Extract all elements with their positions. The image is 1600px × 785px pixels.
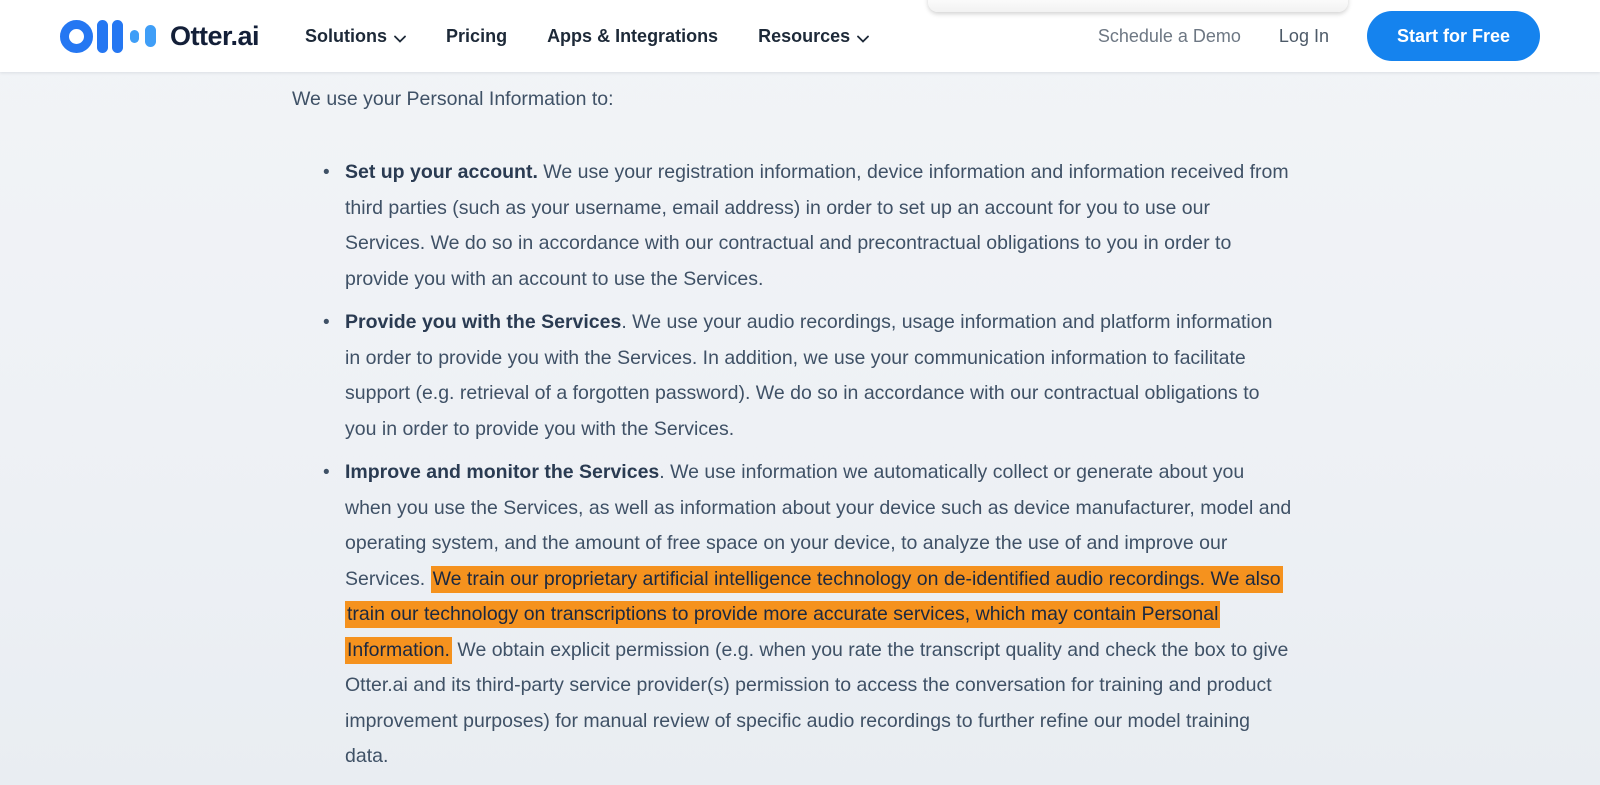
nav-item-label: Pricing	[446, 25, 508, 46]
floating-bar-artifact	[928, 0, 1348, 12]
bullet-body: We use your registration information, device information and information received from third parties (such as your username, email address) in order to set up an account for you to use our Services. We do so in accordance with our contractual and precontractual obligations to you in order to provide you with an account to use the Services.	[345, 161, 1289, 290]
bullet-body: . We use your audio recordings, usage information and platform information in order to provide you with the Services. In addition, we use your communication information to facilitate support (e.g. retrieval of a forgotten password). We do so in accordance with our contractual obligations to you in order to provide you with the Services.	[345, 311, 1273, 440]
top-nav	[0, 0, 1600, 72]
chevron-down-icon	[857, 27, 869, 48]
privacy-policy-content	[0, 72, 1600, 785]
logo-bar	[97, 20, 108, 53]
logo-o-ring	[60, 20, 93, 53]
nav-item-apps-integrations[interactable]	[547, 26, 718, 47]
nav-item-pricing[interactable]	[446, 26, 507, 47]
nav-item-label: Apps & Integrations	[547, 25, 719, 46]
nav-right-group	[1098, 11, 1540, 61]
nav-item-label: Solutions	[305, 25, 388, 46]
nav-item-resources[interactable]	[758, 25, 869, 48]
logo-dot	[130, 30, 139, 43]
bullet-lead: Provide you with the Services	[345, 311, 622, 333]
list-item-setup-account	[292, 155, 1292, 297]
otter-logo-icon	[60, 17, 156, 55]
logo-bar-short	[145, 25, 156, 47]
otter-brand-link[interactable]	[60, 17, 259, 55]
brand-name: Otter.ai	[170, 20, 260, 51]
chevron-down-icon	[394, 27, 406, 48]
list-item-provide-services	[292, 305, 1292, 447]
log-in-link[interactable]: Log In	[1278, 25, 1329, 46]
nav-item-solutions[interactable]	[305, 25, 406, 48]
logo-bar	[112, 20, 123, 53]
section-intro: We use your Personal Information to:	[292, 88, 614, 110]
bullet-body: . We use information we automatically collect or generate about you when you use the Services, as well as information about your device such as device manufacturer, model and operating system, and the amount of free space on your device, to analyze the use of and improve our Services.	[345, 461, 1292, 590]
nav-item-label: Resources	[758, 25, 851, 46]
schedule-demo-link[interactable]: Schedule a Demo	[1097, 25, 1241, 46]
highlighted-text: We train our proprietary artificial intelligence technology on de-identified audio recordings. We also train our technology on transcriptions to provide more accurate services, which may contain Personal Information.	[345, 566, 1283, 664]
primary-nav	[305, 25, 869, 48]
bullet-lead: Improve and monitor the Services	[345, 461, 660, 483]
personal-info-uses-list	[292, 155, 1292, 775]
bullet-body: We obtain explicit permission (e.g. when you rate the transcript quality and check the box to give Otter.ai and its third-party service provider(s) permission to access the conversation for training and product improvement purposes) for manual review of specific audio recordings to further refine our model training data.	[345, 638, 1289, 767]
bullet-lead: Set up your account.	[345, 161, 538, 183]
list-item-improve-monitor	[292, 455, 1292, 775]
start-for-free-button[interactable]: Start for Free	[1367, 11, 1540, 61]
